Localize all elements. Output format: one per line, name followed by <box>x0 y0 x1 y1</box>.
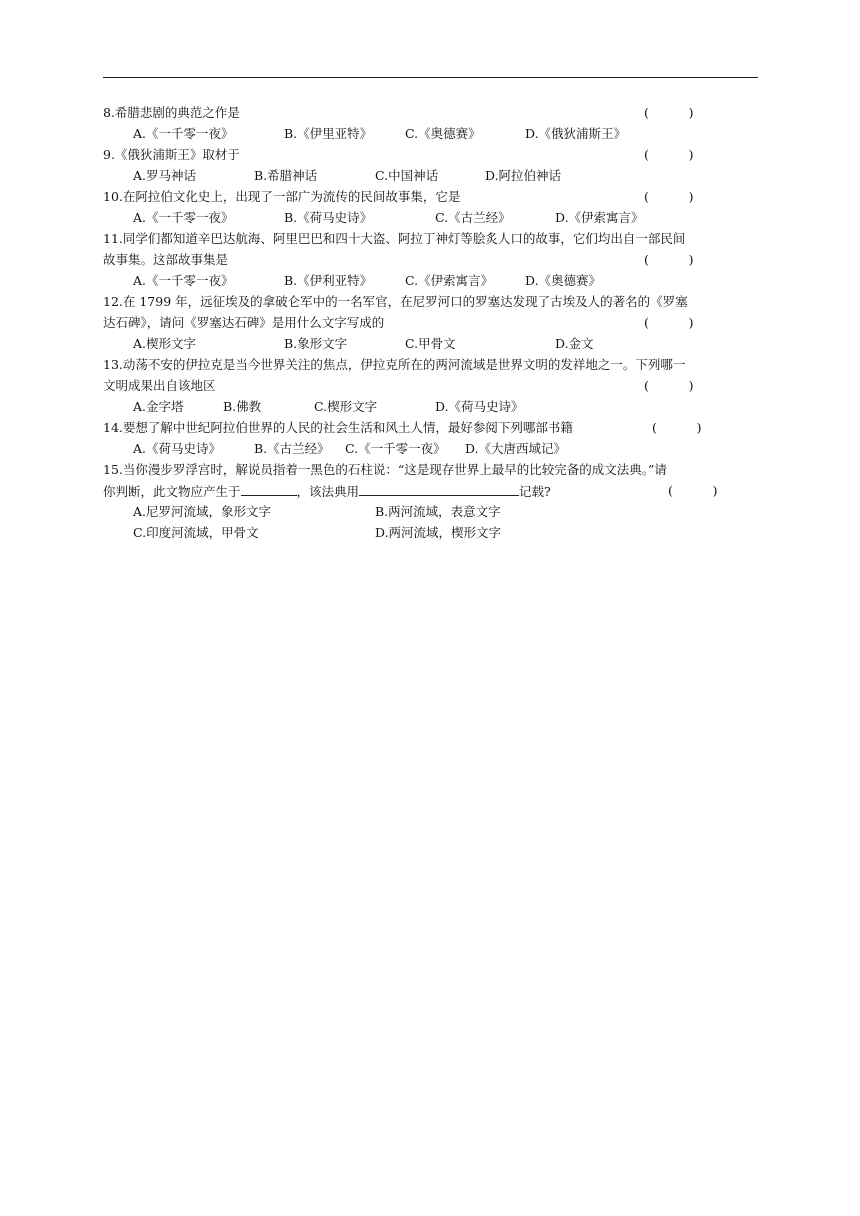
option-b[interactable]: B.《伊里亚特》 <box>284 126 373 141</box>
question-15 <box>103 460 763 480</box>
question-text: 12.在 1799 年，远征埃及的拿破仑军中的一名军官，在尼罗河口的罗塞达发现了古埃及人的著名的《罗塞 <box>103 294 688 309</box>
option-d[interactable]: D.《伊索寓言》 <box>555 210 644 225</box>
option-a[interactable]: A.罗马神话 <box>133 168 197 183</box>
options-row <box>133 397 793 417</box>
question-11 <box>103 229 763 249</box>
option-a[interactable]: A.楔形文字 <box>133 336 197 351</box>
option-b[interactable]: B.《伊利亚特》 <box>284 273 373 288</box>
question-text: 8.希腊悲剧的典范之作是 <box>103 105 240 120</box>
question-text: 达石碑》，请问《罗塞达石碑》是用什么文字写成的 <box>103 315 385 330</box>
question-text: ，该法典用 <box>296 484 360 499</box>
option-d[interactable]: D.两河流域，楔形文字 <box>375 525 502 540</box>
option-b[interactable]: B.希腊神话 <box>254 168 318 183</box>
options-row <box>133 166 793 186</box>
option-a[interactable]: A.《荷马史诗》 <box>133 441 222 456</box>
header-rule <box>103 77 758 78</box>
option-d[interactable]: D.《大唐西域记》 <box>465 441 567 456</box>
answer-blank[interactable]: ( ) <box>668 483 718 498</box>
options-row <box>133 439 793 459</box>
fill-in-blank[interactable] <box>359 481 519 496</box>
option-d[interactable]: D.《奥德赛》 <box>525 273 602 288</box>
option-c[interactable]: C.《古兰经》 <box>435 210 511 225</box>
option-a[interactable]: A.金字塔 <box>133 399 184 414</box>
question-text: 10.在阿拉伯文化史上，出现了一部广为流传的民间故事集，它是 <box>103 189 461 204</box>
option-d[interactable]: D.《荷马史诗》 <box>435 399 524 414</box>
answer-blank[interactable]: ( ) <box>644 105 694 120</box>
option-c[interactable]: C.印度河流域，甲骨文 <box>133 525 259 540</box>
question-15-cont <box>103 481 763 501</box>
option-d[interactable]: D.《俄狄浦斯王》 <box>525 126 627 141</box>
option-d[interactable]: D.阿拉伯神话 <box>485 168 562 183</box>
option-b[interactable]: B.《古兰经》 <box>254 441 330 456</box>
answer-blank[interactable]: ( ) <box>644 147 694 162</box>
question-12 <box>103 292 763 312</box>
option-c[interactable]: C.《奥德赛》 <box>405 126 481 141</box>
question-text: 故事集。这部故事集是 <box>103 252 229 267</box>
options-row <box>133 124 793 144</box>
question-text: 9.《俄狄浦斯王》取材于 <box>103 147 240 162</box>
options-row <box>133 502 793 522</box>
answer-blank[interactable]: ( ) <box>652 420 702 435</box>
options-row <box>133 334 793 354</box>
question-text: 15.当你漫步罗浮宫时，解说员指着一黑色的石柱说：“这是现存世界上最早的比较完备的成文法典。”请 <box>103 462 667 477</box>
question-text: 文明成果出自该地区 <box>103 378 216 393</box>
answer-blank[interactable]: ( ) <box>644 189 694 204</box>
question-text: 记载? <box>519 484 551 499</box>
answer-blank[interactable]: ( ) <box>644 315 694 330</box>
options-row <box>133 271 793 291</box>
option-a[interactable]: A.《一千零一夜》 <box>133 126 234 141</box>
fill-in-blank[interactable] <box>241 481 297 496</box>
question-text: 14.要想了解中世纪阿拉伯世界的人民的社会生活和风土人情，最好参阅下列哪部书籍 <box>103 420 573 435</box>
option-d[interactable]: D.金文 <box>555 336 594 351</box>
option-a[interactable]: A.尼罗河流域，象形文字 <box>133 504 272 519</box>
question-13 <box>103 355 763 375</box>
option-b[interactable]: B.两河流域，表意文字 <box>375 504 501 519</box>
option-b[interactable]: B.佛教 <box>223 399 262 414</box>
option-c[interactable]: C.楔形文字 <box>314 399 378 414</box>
options-row <box>133 523 793 543</box>
option-c[interactable]: C.中国神话 <box>375 168 439 183</box>
option-b[interactable]: B.象形文字 <box>284 336 348 351</box>
question-text: 11.同学们都知道辛巴达航海、阿里巴巴和四十大盗、阿拉丁神灯等脍炙人口的故事，它们均出自一部民间 <box>103 231 686 246</box>
option-a[interactable]: A.《一千零一夜》 <box>133 273 234 288</box>
option-a[interactable]: A.《一千零一夜》 <box>133 210 234 225</box>
answer-blank[interactable]: ( ) <box>644 378 694 393</box>
question-text: 13.动荡不安的伊拉克是当今世界关注的焦点，伊拉克所在的两河流域是世界文明的发祥地之一。下列哪一 <box>103 357 686 372</box>
option-b[interactable]: B.《荷马史诗》 <box>284 210 373 225</box>
option-c[interactable]: C.《一千零一夜》 <box>345 441 446 456</box>
options-row <box>133 208 793 228</box>
option-c[interactable]: C.《伊索寓言》 <box>405 273 494 288</box>
question-text: 你判断，此文物应产生于 <box>103 484 241 499</box>
answer-blank[interactable]: ( ) <box>644 252 694 267</box>
option-c[interactable]: C.甲骨文 <box>405 336 456 351</box>
